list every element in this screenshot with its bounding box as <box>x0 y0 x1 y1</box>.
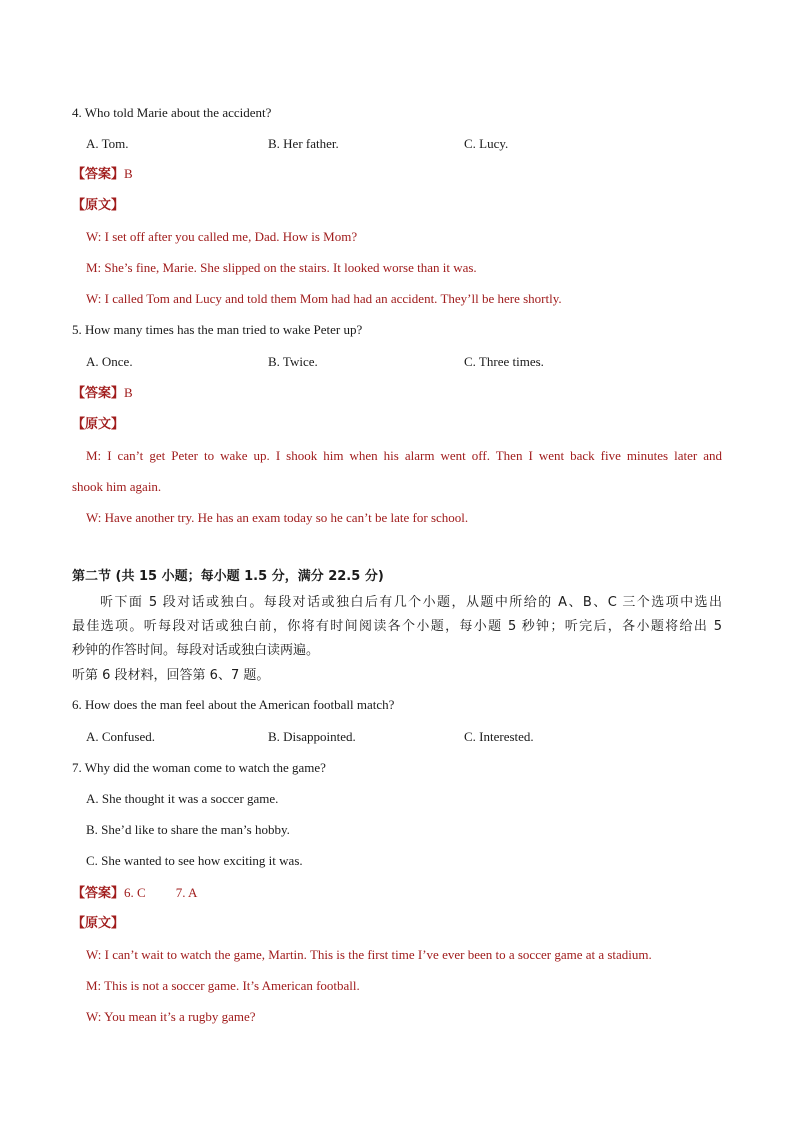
q67-script-line-3: W: You mean it’s a rugby game? <box>86 1009 256 1024</box>
section-2-instruction-2: 最佳选项。听每段对话或独白前，你将有时间阅读各个小题，每小题 5 秒钟；听完后，各小题将给出 5 <box>72 619 722 634</box>
q5-script-label <box>72 416 124 433</box>
script-label: 【原文】 <box>72 916 125 931</box>
q6-option-a: A. Confused. <box>86 729 155 744</box>
answer-value-7: 7. A <box>175 885 198 900</box>
q67-script-label <box>72 915 124 932</box>
answer-label: 【答案】 <box>72 386 125 401</box>
q4-option-a: A. Tom. <box>86 136 129 151</box>
answer-value-6: 6. C <box>124 885 146 900</box>
q67-script-line-2: M: This is not a soccer game. It’s American football. <box>86 978 360 993</box>
q5-option-a: A. Once. <box>86 354 133 369</box>
question-7: 7. Why did the woman come to watch the game? <box>72 760 326 775</box>
q67-answer <box>72 885 197 902</box>
q4-option-b: B. Her father. <box>268 136 339 151</box>
script-label: 【原文】 <box>72 198 125 213</box>
section-2-instruction-1: 听下面 5 段对话或独白。每段对话或独白后有几个小题，从题中所给的 A、B、C 三个选项中选出 <box>100 595 722 610</box>
q5-script-line-1: M: I can’t get Peter to wake up. I shook him when his alarm went off. Then I went back five minutes later and <box>86 448 722 463</box>
q6-option-c: C. Interested. <box>464 729 534 744</box>
answer-value: B <box>124 166 133 181</box>
q67-script-line-1: W: I can’t wait to watch the game, Martin. This is the first time I’ve ever been to a soccer game at a stadium. <box>86 947 652 962</box>
q4-script-label <box>72 197 124 214</box>
q6-option-b: B. Disappointed. <box>268 729 356 744</box>
q5-option-b: B. Twice. <box>268 354 318 369</box>
answer-value: B <box>124 385 133 400</box>
q4-script-line-2: M: She’s fine, Marie. She slipped on the stairs. It looked worse than it was. <box>86 260 477 275</box>
q5-answer <box>72 385 133 402</box>
section-2-title: 第二节 (共 15 小题；每小题 1.5 分，满分 22.5 分) <box>72 569 384 584</box>
question-6: 6. How does the man feel about the American football match? <box>72 697 395 712</box>
script-label: 【原文】 <box>72 417 125 432</box>
q7-option-b: B. She’d like to share the man’s hobby. <box>86 822 290 837</box>
q5-script-line-2: shook him again. <box>72 479 162 494</box>
section-2-material: 听第 6 段材料，回答第 6、7 题。 <box>72 668 270 683</box>
answer-label: 【答案】 <box>72 167 125 182</box>
q5-option-c: C. Three times. <box>464 354 544 369</box>
q7-option-a: A. She thought it was a soccer game. <box>86 791 279 806</box>
question-5: 5. How many times has the man tried to wake Peter up? <box>72 322 363 337</box>
q4-script-line-1: W: I set off after you called me, Dad. How is Mom? <box>86 229 358 244</box>
q7-option-c: C. She wanted to see how exciting it was. <box>86 853 303 868</box>
question-4: 4. Who told Marie about the accident? <box>72 105 272 120</box>
answer-label: 【答案】 <box>72 886 125 901</box>
section-2-instruction-3: 秒钟的作答时间。每段对话或独白读两遍。 <box>72 643 320 658</box>
q5-script-line-3: W: Have another try. He has an exam today so he can’t be late for school. <box>86 510 469 525</box>
q4-answer <box>72 166 133 183</box>
q4-option-c: C. Lucy. <box>464 136 509 151</box>
q4-script-line-3: W: I called Tom and Lucy and told them Mom had had an accident. They’ll be here shortly. <box>86 291 562 306</box>
